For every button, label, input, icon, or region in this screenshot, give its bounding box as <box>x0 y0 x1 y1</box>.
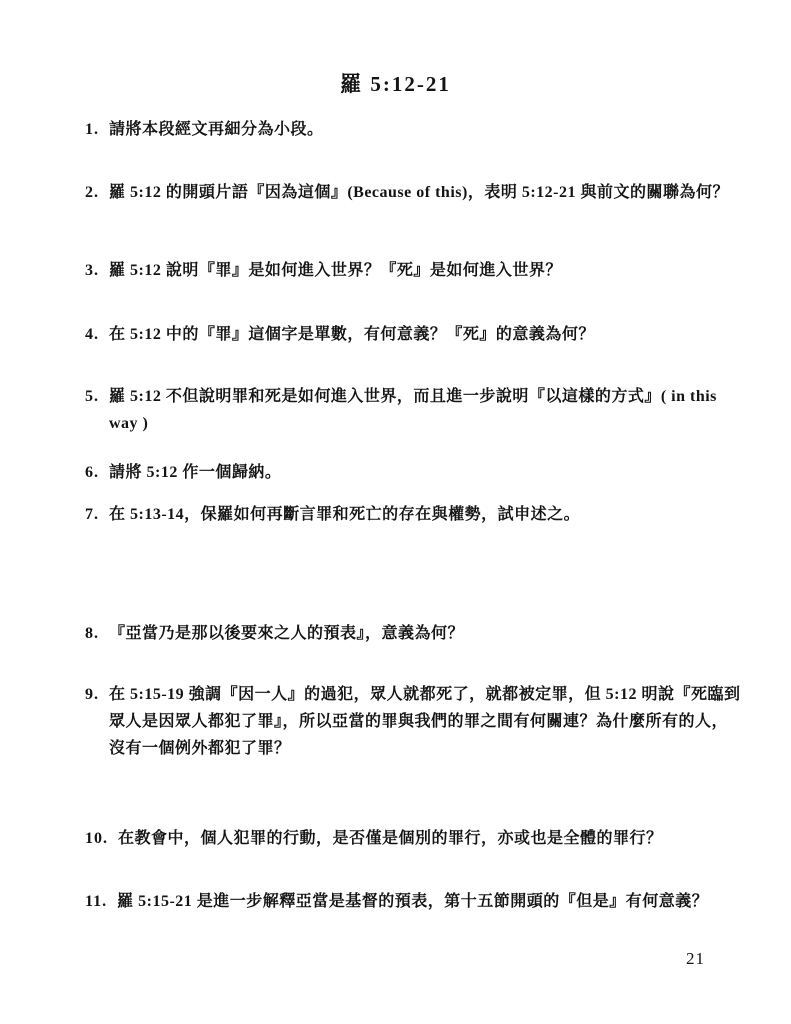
question-line: 羅 5:12 說明『罪』是如何進入世界？『死』是如何進入世界？ <box>109 262 562 279</box>
question-number: 6. <box>85 464 99 481</box>
question-number: 1. <box>85 121 99 138</box>
question-text <box>109 383 745 437</box>
question-line: 羅 5:12 的開頭片語『因為這個』(Because of this)，表明 5:12-21 與前文的關聯為何？ <box>109 184 729 201</box>
question-item-10 <box>85 825 745 852</box>
page-title: 羅 5:12-21 <box>340 72 451 96</box>
question-text <box>109 179 745 206</box>
question-number: 9. <box>85 686 99 703</box>
question-text <box>109 116 745 143</box>
question-item-1 <box>85 116 745 143</box>
question-item-2 <box>85 179 745 206</box>
question-item-4 <box>85 321 745 348</box>
question-number: 11. <box>85 893 108 910</box>
question-line: 『亞當乃是那以後要來之人的預表』，意義為何？ <box>109 625 465 642</box>
question-line: 請將 5:12 作一個歸納。 <box>109 464 282 481</box>
question-number: 10. <box>85 830 108 847</box>
question-item-5 <box>85 383 745 437</box>
question-line: 在 5:15-19 強調『因一人』的過犯，眾人就都死了，就都被定罪，但 5:12 明說『死臨到 <box>109 686 741 703</box>
question-text <box>117 888 745 915</box>
question-line: 眾人是因眾人都犯了罪』，所以亞當的罪與我們的罪之間有何關連？為什麼所有的人， <box>109 713 729 730</box>
question-item-3 <box>85 257 745 284</box>
question-item-11 <box>85 888 745 915</box>
question-item-7 <box>85 501 745 528</box>
question-item-8 <box>85 620 745 647</box>
question-line: 羅 5:15-21 是進一步解釋亞當是基督的預表，第十五節開頭的『但是』有何意義？ <box>117 893 709 910</box>
question-text <box>109 620 745 647</box>
question-number: 4. <box>85 326 99 343</box>
question-item-6 <box>85 459 745 486</box>
question-line: 羅 5:12 不但說明罪和死是如何進入世界，而且進一步說明『以這樣的方式』( in this <box>109 388 717 405</box>
question-line: 請將本段經文再細分為小段。 <box>109 121 324 138</box>
question-text <box>109 257 745 284</box>
question-text <box>109 321 745 348</box>
question-number: 5. <box>85 388 99 405</box>
question-line: way ) <box>109 415 149 432</box>
question-item-9 <box>85 681 745 762</box>
question-number: 2. <box>85 184 99 201</box>
page-number: 21 <box>686 949 705 968</box>
question-line: 沒有一個例外都犯了罪？ <box>109 740 291 757</box>
question-text <box>109 501 745 528</box>
question-text <box>109 459 745 486</box>
question-text <box>109 681 745 762</box>
question-line: 在 5:13-14，保羅如何再斷言罪和死亡的存在與權勢，試申述之。 <box>109 506 581 523</box>
question-line: 在 5:12 中的『罪』這個字是單數，有何意義？『死』的意義為何？ <box>109 326 595 343</box>
question-number: 8. <box>85 625 99 642</box>
question-number: 3. <box>85 262 99 279</box>
question-number: 7. <box>85 506 99 523</box>
question-line: 在教會中，個人犯罪的行動，是否僅是個別的罪行，亦或也是全體的罪行？ <box>118 830 663 847</box>
question-text <box>118 825 745 852</box>
